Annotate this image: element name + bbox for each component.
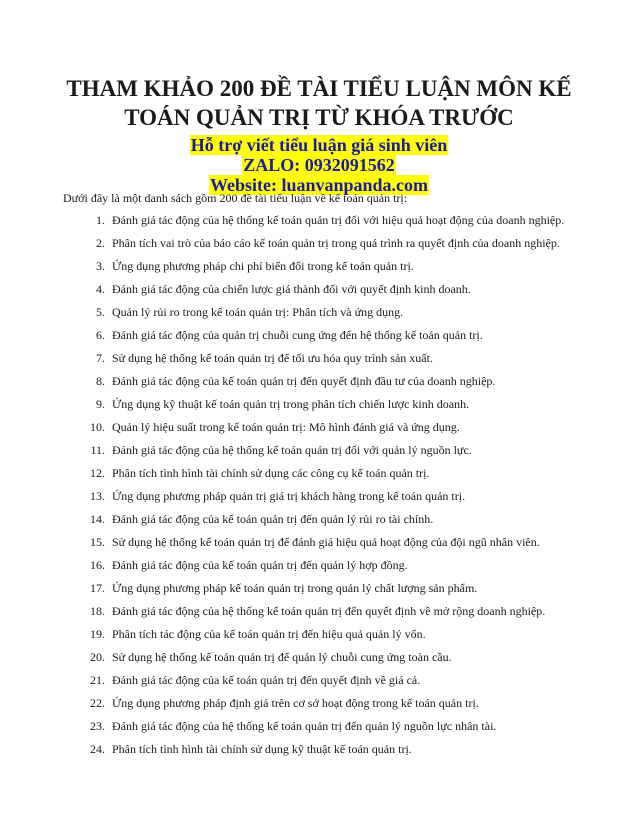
list-item-text: Đánh giá tác động của hệ thống kế toán quản trị đến quyết định về mở rộng doanh nghiệp. xyxy=(112,604,546,618)
list-item xyxy=(0,623,638,646)
intro-text: Dưới đây là một danh sách gồm 200 đề tài tiểu luận về kế toán quản trị: xyxy=(63,191,408,205)
list-item-text: Phân tích tình hình tài chính sử dụng kỹ thuật kế toán quản trị. xyxy=(112,742,412,756)
list-item-text: Quản lý rủi ro trong kế toán quản trị: Phân tích và ứng dụng. xyxy=(112,305,404,319)
list-item-text: Đánh giá tác động của hệ thống kế toán quản trị đối với quản lý nguồn lực. xyxy=(112,443,472,457)
list-item-text: Sử dụng hệ thống kế toán quản trị để tối ưu hóa quy trình sản xuất. xyxy=(112,351,433,365)
list-item-number: 3. xyxy=(96,259,105,273)
list-item-number: 1. xyxy=(96,213,105,227)
list-item-text: Sử dụng hệ thống kế toán quản trị để đánh giá hiệu quả hoạt động của đội ngũ nhân viên. xyxy=(112,535,540,549)
list-item-text: Ứng dụng phương pháp quản trị giá trị khách hàng trong kế toán quản trị. xyxy=(112,489,466,503)
promo-block xyxy=(0,135,638,195)
list-item-number: 17. xyxy=(90,581,105,595)
promo-line-1: Hỗ trợ viết tiểu luận giá sinh viên xyxy=(190,135,448,155)
list-item-number: 4. xyxy=(96,282,105,296)
page-title xyxy=(40,74,598,132)
list-item xyxy=(0,439,638,462)
list-item-number: 11. xyxy=(90,443,105,457)
list-item-number: 10. xyxy=(90,420,105,434)
list-item-number: 22. xyxy=(90,696,105,710)
list-item-text: Phân tích tác động của kế toán quản trị đến hiệu quả quản lý vốn. xyxy=(112,627,426,641)
list-item xyxy=(0,416,638,439)
list-item-text: Ứng dụng phương pháp kế toán quản trị trong quản lý chất lượng sản phẩm. xyxy=(112,581,478,595)
list-item-number: 13. xyxy=(90,489,105,503)
list-item xyxy=(0,669,638,692)
list-item xyxy=(0,370,638,393)
list-item-number: 8. xyxy=(96,374,105,388)
title-line-2: TOÁN QUẢN TRỊ TỪ KHÓA TRƯỚC xyxy=(124,105,514,130)
topic-list xyxy=(0,209,638,761)
list-item-number: 6. xyxy=(96,328,105,342)
list-item-text: Đánh giá tác động của kế toán quản trị đến quyết định về giá cả. xyxy=(112,673,421,687)
list-item xyxy=(0,485,638,508)
list-item-number: 5. xyxy=(96,305,105,319)
list-item xyxy=(0,508,638,531)
list-item-text: Đánh giá tác động của kế toán quản trị đến quản lý hợp đồng. xyxy=(112,558,408,572)
list-item xyxy=(0,577,638,600)
list-item-number: 23. xyxy=(90,719,105,733)
list-item xyxy=(0,600,638,623)
list-item xyxy=(0,324,638,347)
list-item-text: Phân tích tình hình tài chính sử dụng các công cụ kế toán quản trị. xyxy=(112,466,430,480)
list-item xyxy=(0,554,638,577)
list-item xyxy=(0,715,638,738)
list-item-number: 12. xyxy=(90,466,105,480)
list-item-text: Quản lý hiệu suất trong kế toán quản trị: Mô hình đánh giá và ứng dụng. xyxy=(112,420,460,434)
list-item-text: Đánh giá tác động của hệ thống kế toán quản trị đến quản lý nguồn lực nhân tài. xyxy=(112,719,497,733)
list-item-number: 18. xyxy=(90,604,105,618)
list-item-text: Ứng dụng phương pháp chi phí biến đổi trong kế toán quản trị. xyxy=(112,259,414,273)
list-item-number: 20. xyxy=(90,650,105,664)
title-line-1: THAM KHẢO 200 ĐỀ TÀI TIỂU LUẬN MÔN KẾ xyxy=(66,76,572,101)
list-item xyxy=(0,738,638,761)
promo-zalo: ZALO: 0932091562 xyxy=(243,155,395,175)
list-item-text: Ứng dụng phương pháp định giá trên cơ sở hoạt động trong kế toán quản trị. xyxy=(112,696,479,710)
list-item xyxy=(0,393,638,416)
promo-website: Website: luanvanpanda.com xyxy=(209,175,429,195)
list-item-number: 14. xyxy=(90,512,105,526)
list-item-text: Sử dụng hệ thống kế toán quản trị để quản lý chuỗi cung ứng toàn cầu. xyxy=(112,650,452,664)
list-item-number: 16. xyxy=(90,558,105,572)
list-item xyxy=(0,462,638,485)
list-item-number: 15. xyxy=(90,535,105,549)
list-item-text: Đánh giá tác động của hệ thống kế toán quản trị đối với hiệu quả hoạt động của doanh nghiệp. xyxy=(112,213,565,227)
list-item xyxy=(0,209,638,232)
list-item xyxy=(0,347,638,370)
list-item xyxy=(0,301,638,324)
list-item xyxy=(0,278,638,301)
list-item-number: 19. xyxy=(90,627,105,641)
list-item xyxy=(0,646,638,669)
list-item-number: 24. xyxy=(90,742,105,756)
list-item-text: Đánh giá tác động của kế toán quản trị đến quyết định đầu tư của doanh nghiệp. xyxy=(112,374,496,388)
list-item-number: 2. xyxy=(96,236,105,250)
list-item-number: 7. xyxy=(96,351,105,365)
list-item-text: Ứng dụng kỹ thuật kế toán quản trị trong phân tích chiến lược kinh doanh. xyxy=(112,397,470,411)
list-item-text: Đánh giá tác động của quản trị chuỗi cung ứng đến hệ thống kế toán quản trị. xyxy=(112,328,483,342)
list-item xyxy=(0,531,638,554)
list-item xyxy=(0,692,638,715)
list-item-text: Đánh giá tác động của chiến lược giá thành đối với quyết định kinh doanh. xyxy=(112,282,471,296)
list-item xyxy=(0,255,638,278)
list-item-text: Đánh giá tác động của kế toán quản trị đến quản lý rủi ro tài chính. xyxy=(112,512,434,526)
list-item xyxy=(0,232,638,255)
list-item-number: 21. xyxy=(90,673,105,687)
list-item-number: 9. xyxy=(96,397,105,411)
list-item-text: Phân tích vai trò của báo cáo kế toán quản trị trong quá trình ra quyết định của doanh nghiệp. xyxy=(112,236,560,250)
